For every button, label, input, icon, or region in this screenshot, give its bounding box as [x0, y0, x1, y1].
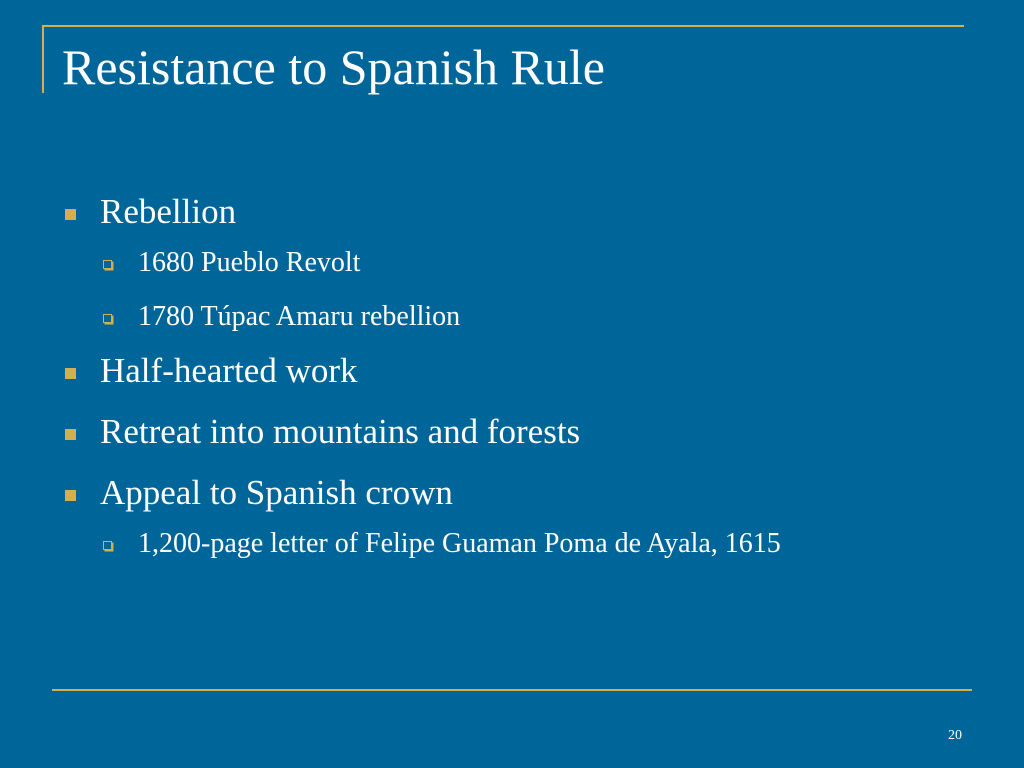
bullet-list: [62, 190, 962, 580]
hollow-square-bullet-icon: [103, 314, 112, 323]
square-bullet-icon: [65, 429, 76, 440]
hollow-square-bullet-icon: [103, 260, 112, 269]
bullet-text: Half-hearted work: [100, 351, 358, 390]
square-bullet-icon: [65, 490, 76, 501]
bullet-text: Rebellion: [100, 192, 237, 231]
sub-bullet-item-tupac-amaru: [100, 299, 938, 335]
bullet-item-rebellion: [62, 190, 962, 234]
bullet-item-half-hearted-work: [62, 349, 962, 393]
hollow-square-bullet-icon: [103, 541, 112, 550]
sub-bullet-item-poma-de-ayala-letter: [100, 526, 938, 562]
footer-divider: [52, 689, 972, 691]
square-bullet-icon: [65, 209, 76, 220]
sub-bullet-text: 1,200-page letter of Felipe Guaman Poma de Ayala, 1615: [138, 528, 781, 559]
square-bullet-icon: [65, 368, 76, 379]
sub-bullet-item-pueblo-revolt: [100, 245, 938, 281]
slide-title: Resistance to Spanish Rule: [62, 39, 605, 95]
sub-bullet-text: 1680 Pueblo Revolt: [138, 247, 361, 278]
bullet-item-retreat: [62, 410, 962, 454]
page-number: 20: [948, 728, 962, 743]
sub-bullet-text: 1780 Túpac Amaru rebellion: [138, 301, 461, 332]
bullet-item-appeal: [62, 471, 962, 515]
title-frame-left-line: [42, 25, 44, 93]
bullet-text: Appeal to Spanish crown: [100, 473, 453, 512]
title-frame-top-line: [42, 25, 964, 27]
bullet-text: Retreat into mountains and forests: [100, 412, 581, 451]
